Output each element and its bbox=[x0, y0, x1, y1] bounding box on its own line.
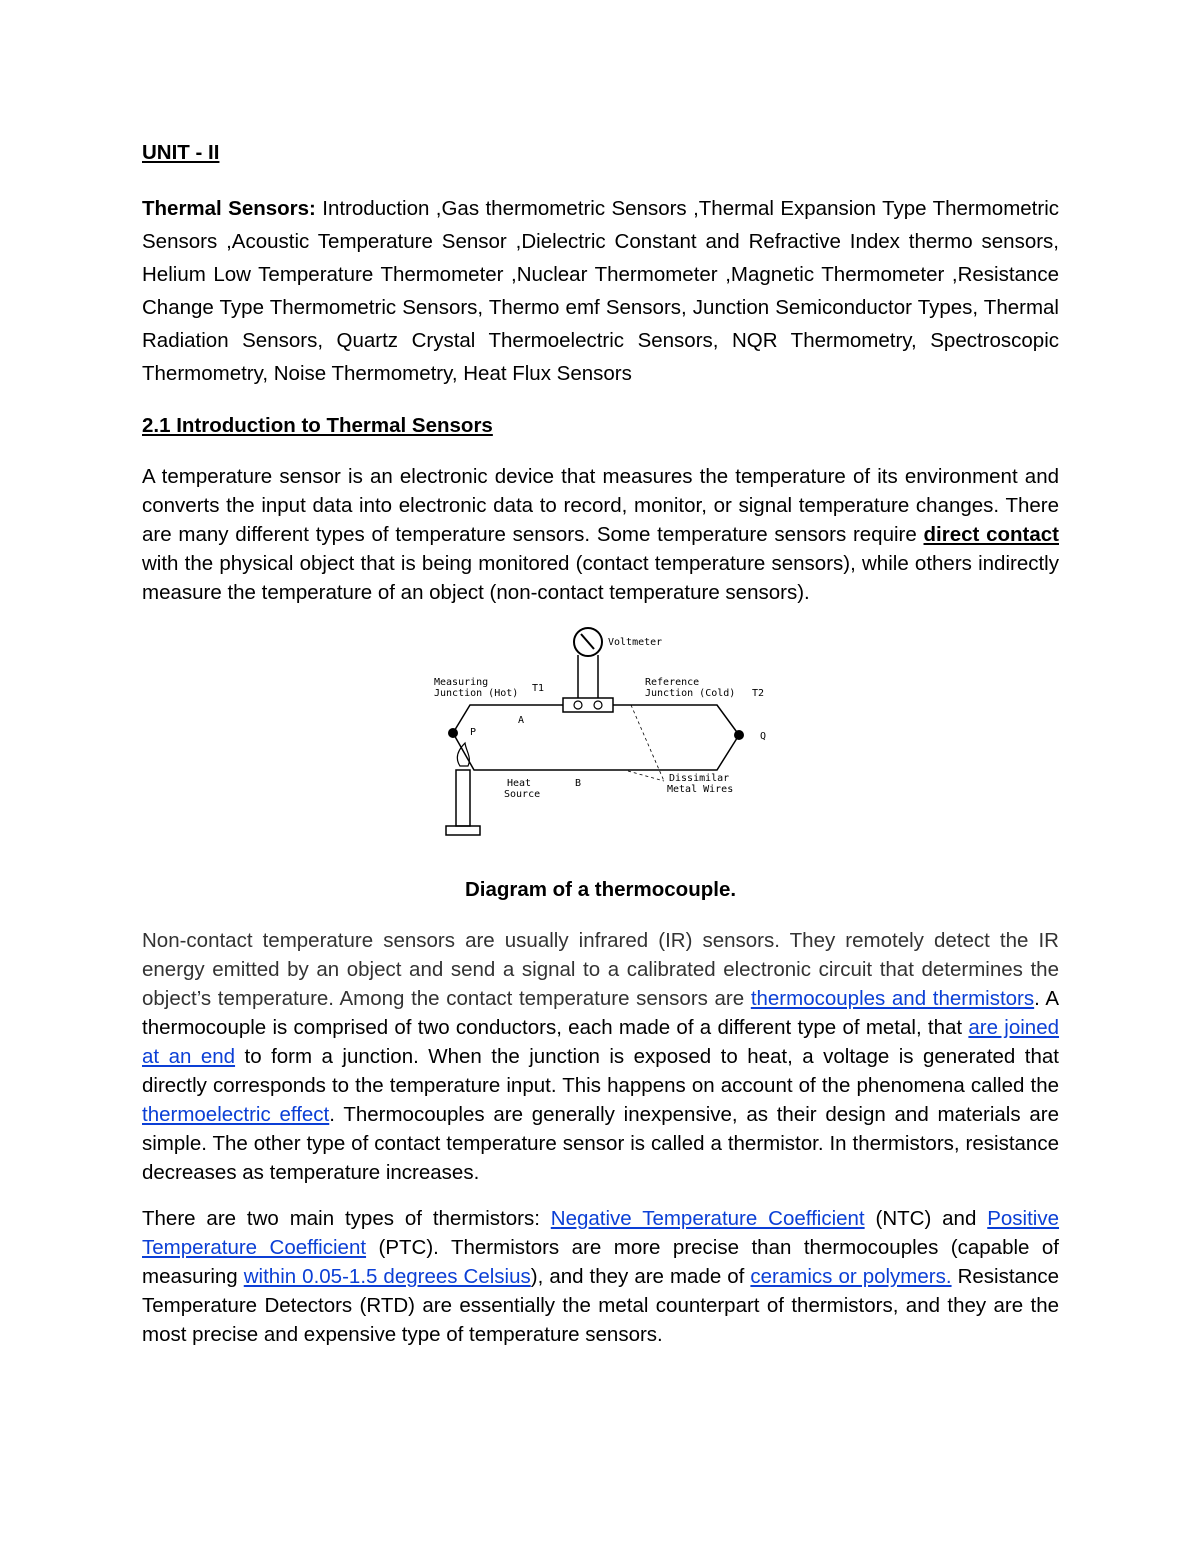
link-ptc[interactable]: Positive Temperature Coefficient bbox=[142, 1207, 1060, 1259]
para1-text-2: with the physical object that is being monitored (contact temperature sensors), while others indirectly measure the temperature of an object (non-contact temperature sensors). bbox=[142, 552, 1059, 604]
label-q: Q bbox=[760, 731, 767, 742]
document-page bbox=[142, 138, 1059, 1349]
para3-text-4: ), and they are made of bbox=[530, 1265, 751, 1288]
link-thermoelectric-effect[interactable]: thermoelectric effect bbox=[142, 1103, 330, 1126]
paragraph-temperature-sensor bbox=[142, 462, 1059, 607]
terminal-block bbox=[563, 698, 613, 712]
para2-text-4: . Thermocouples are generally inexpensive, as their design and materials are simple. The other type of contact temperature sensor is called a thermistor. In thermistors, resistance decreases as temperature increases. bbox=[142, 1103, 1059, 1184]
label-metal-wires: Metal Wires bbox=[667, 784, 734, 795]
label-voltmeter: Voltmeter bbox=[608, 637, 663, 648]
label-reference: Reference bbox=[645, 677, 700, 688]
terminal-right bbox=[594, 701, 602, 709]
flame-icon bbox=[457, 743, 469, 766]
para3-text-2: (NTC) and bbox=[864, 1207, 988, 1230]
junction-q bbox=[735, 731, 744, 740]
para1-text-1: A temperature sensor is an electronic device that measures the temperature of its environment and converts the input data into electronic data to record, monitor, or signal temperature changes. There are many different types of temperature sensors. Some temperature sensors require bbox=[142, 465, 1059, 546]
label-dissimilar: Dissimilar bbox=[669, 773, 730, 784]
label-heat: Heat bbox=[507, 778, 532, 789]
burner-base bbox=[446, 826, 480, 835]
voltmeter-needle bbox=[581, 634, 594, 649]
para2-text-3: to form a junction. When the junction is exposed to heat, a voltage is generated that directly corresponds to the temperature input. This happens on account of the phenomena called the bbox=[142, 1045, 1059, 1097]
section-heading: 2.1 Introduction to Thermal Sensors bbox=[142, 414, 493, 437]
intro-label: Thermal Sensors: bbox=[142, 197, 316, 220]
para2-text-1: Non-contact temperature sensors are usually infrared (IR) sensors. They remotely detect the IR energy emitted by an object and send a signal to a calibrated electronic circuit that determines the object’s temperature. Among the contact temperature sensors are bbox=[142, 929, 1059, 1010]
label-a: A bbox=[518, 715, 525, 726]
label-junction-cold: Junction (Cold) bbox=[645, 688, 736, 699]
figure-caption: Diagram of a thermocouple. bbox=[464, 878, 737, 901]
pointer-wire-b bbox=[628, 771, 664, 781]
junction-p bbox=[449, 729, 458, 738]
thermocouple-diagram bbox=[432, 621, 772, 857]
para3-text-1: There are two main types of thermistors: bbox=[142, 1207, 551, 1230]
link-ceramics-or-polymers[interactable]: ceramics or polymers. bbox=[750, 1265, 952, 1288]
intro-paragraph bbox=[142, 192, 1059, 390]
wire-b bbox=[453, 733, 739, 770]
wire-a-right bbox=[613, 705, 739, 735]
paragraph-thermistor-types bbox=[142, 1204, 1059, 1349]
terminal-left bbox=[574, 701, 582, 709]
label-b: B bbox=[575, 778, 582, 789]
label-measuring: Measuring bbox=[434, 677, 489, 688]
paragraph-non-contact bbox=[142, 926, 1059, 1187]
label-junction-hot: Junction (Hot) bbox=[434, 688, 519, 699]
para3-text-3: (PTC). Thermistors are more precise than thermocouples (capable of measuring bbox=[142, 1236, 1059, 1288]
direct-contact-emphasis: direct contact bbox=[923, 523, 1059, 546]
link-ntc[interactable]: Negative Temperature Coefficient bbox=[550, 1207, 865, 1230]
burner bbox=[456, 770, 470, 826]
label-t1: T1 bbox=[532, 683, 545, 694]
link-joined-at-an-end[interactable]: are joined at an end bbox=[142, 1016, 1060, 1068]
para3-text-5: Resistance Temperature Detectors (RTD) are essentially the metal counterpart of thermistors, and they are the most precise and expensive type of temperature sensors. bbox=[142, 1265, 1059, 1346]
label-t2: T2 bbox=[752, 688, 765, 699]
intro-text: Introduction ,Gas thermometric Sensors ,Thermal Expansion Type Thermometric Sensors ,Acoustic Temperature Sensor ,Dielectric Constant and Refractive Index thermo sensors, Helium Low Temperature Thermometer ,Nuclear Thermometer ,Magnetic Thermometer ,Resistance Change Type Thermometric Sensors, Thermo emf Sensors, Junction Semiconductor Types, Thermal Radiation Sensors, Quartz Crystal Thermoelectric Sensors, NQR Thermometry, Spectroscopic Thermometry, Noise Thermometry, Heat Flux Sensors bbox=[142, 197, 1059, 385]
unit-title: UNIT - II bbox=[142, 141, 220, 164]
label-p: P bbox=[470, 727, 477, 738]
link-thermocouples-and-thermistors[interactable]: thermocouples and thermistors bbox=[750, 987, 1035, 1010]
link-precision-range[interactable]: within 0.05-1.5 degrees Celsius bbox=[243, 1265, 531, 1288]
para2-text-2: . A thermocouple is comprised of two conductors, each made of a different type of metal, that bbox=[142, 987, 1060, 1039]
thermocouple-figure bbox=[142, 621, 1059, 857]
label-source: Source bbox=[504, 789, 541, 800]
